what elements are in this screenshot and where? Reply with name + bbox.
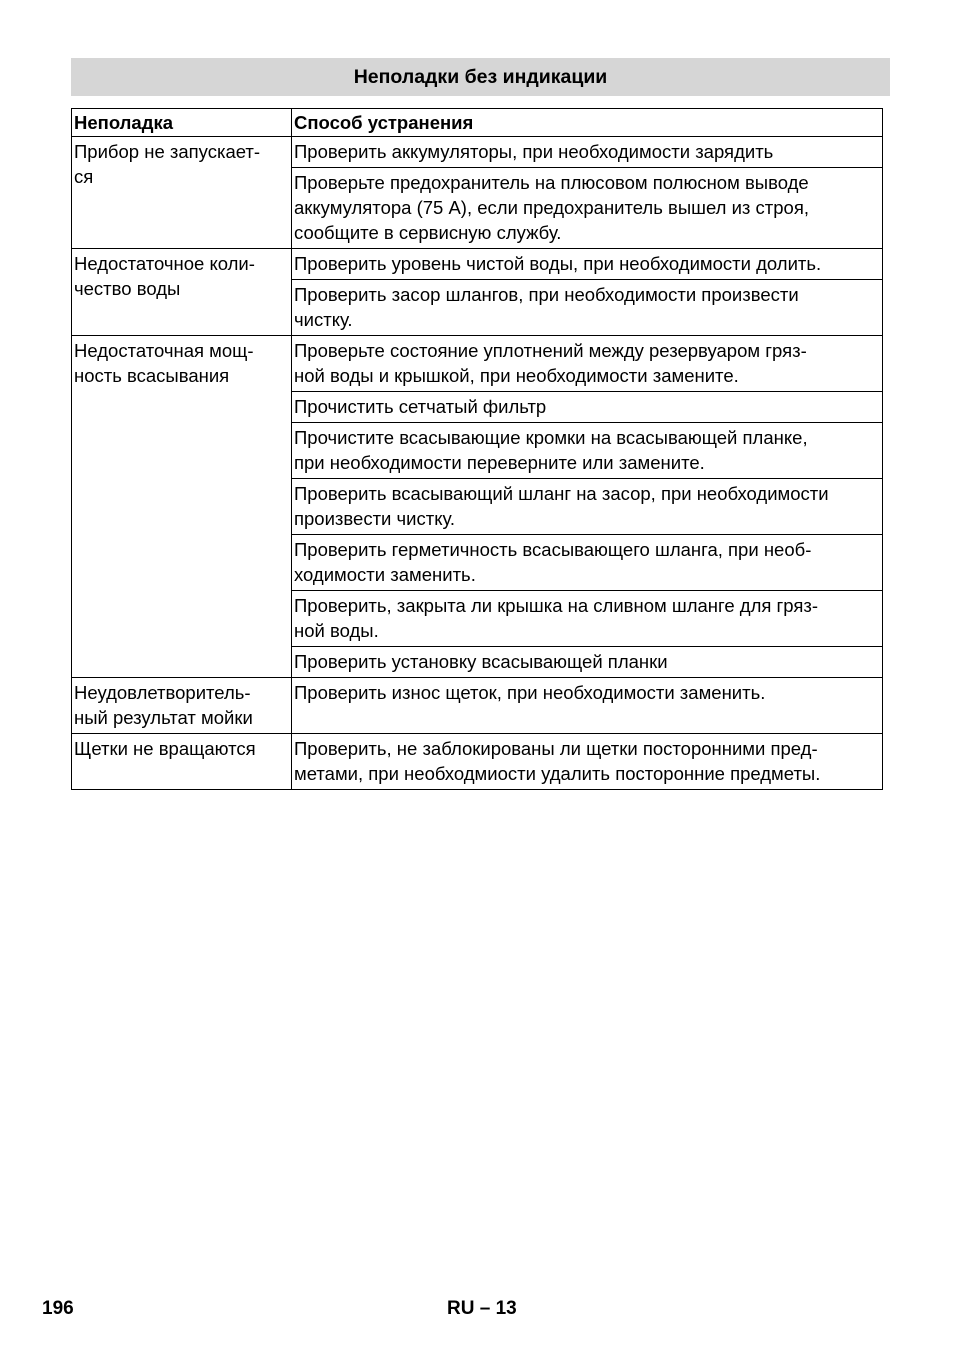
fault-cell: Прибор не запускает- ся [72, 137, 292, 249]
table-body [72, 137, 883, 790]
remedy-cell: Проверить уровень чистой воды, при необходимости долить. [292, 249, 883, 280]
remedy-cell: Проверить, не заблокированы ли щетки посторонними пред- метами, при необходмиости удалить посторонние предметы. [292, 734, 883, 790]
remedy-cell: Прочистите всасывающие кромки на всасывающей планке, при необходимости переверните или замените. [292, 423, 883, 479]
remedy-cell: Проверить износ щеток, при необходимости заменить. [292, 678, 883, 734]
fault-cell: Неудовлетворитель- ный результат мойки [72, 678, 292, 734]
header-fault: Неполадка [72, 109, 292, 137]
table-row [72, 678, 883, 734]
remedy-cell: Проверьте предохранитель на плюсовом полюсном выводе аккумулятора (75 А), если предохранитель вышел из строя, сообщите в сервисную службу. [292, 168, 883, 249]
fault-cell: Недостаточная мощ- ность всасывания [72, 336, 292, 678]
fault-cell: Недостаточное коли- чество воды [72, 249, 292, 336]
troubleshooting-table [71, 108, 883, 790]
remedy-cell: Проверить всасывающий шланг на засор, при необходимости произвести чистку. [292, 479, 883, 535]
table-row [72, 249, 883, 280]
page-number: 196 [42, 1298, 74, 1319]
table-header-row [72, 109, 883, 137]
section-title-bar [71, 58, 890, 96]
remedy-cell: Проверьте состояние уплотнений между резервуаром гряз- ной воды и крышкой, при необходимости замените. [292, 336, 883, 392]
section-title: Неполадки без индикации [353, 65, 608, 88]
remedy-cell: Проверить засор шлангов, при необходимости произвести чистку. [292, 280, 883, 336]
fault-cell: Щетки не вращаются [72, 734, 292, 790]
remedy-cell: Проверить аккумуляторы, при необходимости зарядить [292, 137, 883, 168]
remedy-cell: Прочистить сетчатый фильтр [292, 392, 883, 423]
remedy-cell: Проверить герметичность всасывающего шланга, при необ- ходимости заменить. [292, 535, 883, 591]
table-row [72, 336, 883, 392]
table-row [72, 734, 883, 790]
table-row [72, 137, 883, 168]
remedy-cell: Проверить установку всасывающей планки [292, 647, 883, 678]
language-page-label: RU – 13 [447, 1298, 517, 1319]
remedy-cell: Проверить, закрыта ли крышка на сливном шланге для гряз- ной воды. [292, 591, 883, 647]
header-remedy: Способ устранения [292, 109, 883, 137]
